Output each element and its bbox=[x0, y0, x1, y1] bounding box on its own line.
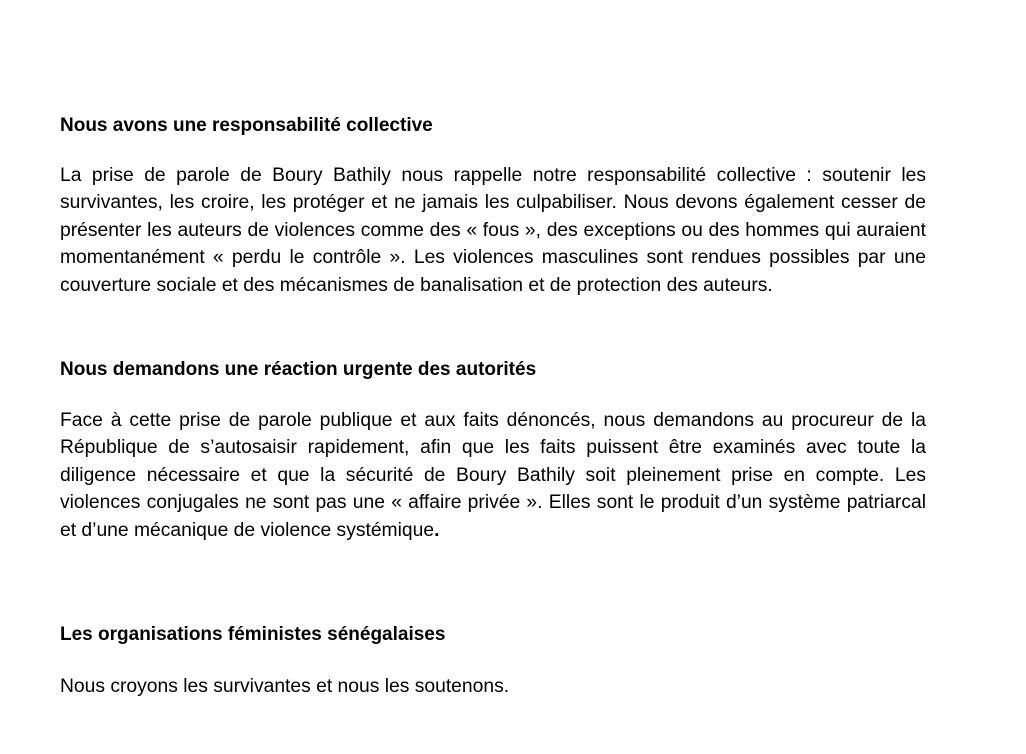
section-paragraph-authorities bbox=[60, 407, 926, 544]
section-heading-responsibility: Nous avons une responsabilité collective bbox=[60, 115, 433, 136]
section-paragraph-organisations: Nous croyons les survivantes et nous les soutenons. bbox=[60, 676, 510, 697]
section-heading-organisations: Les organisations féministes sénégalaises bbox=[60, 624, 446, 645]
paragraph-final-period: . bbox=[434, 519, 440, 541]
section-heading-authorities: Nous demandons une réaction urgente des autorités bbox=[60, 359, 537, 380]
section-paragraph-responsibility: La prise de parole de Boury Bathily nous rappelle notre responsabilité collective : soutenir les survivantes, les croire, les protéger et ne jamais les culpabiliser. Nous devons également cesser de présenter les auteurs de violences comme des « fous », des exceptions ou des hommes qui auraient momentanément « perdu le contrôle ». Les violences masculines sont rendues possibles par une couverture sociale et des mécanismes de banalisation et de protection des auteurs. bbox=[60, 165, 926, 296]
paragraph-text: Face à cette prise de parole publique et aux faits dénoncés, nous demandons au procureur de la République de s’autosaisir rapidement, afin que les faits puissent être examinés avec toute la diligence nécessaire et que la sécurité de Boury Bathily soit pleinement prise en compte. Les violences conjugales ne sont pas une « affaire privée ». Elles sont le produit d’un système patriarcal et d’une mécanique de violence systémique bbox=[60, 410, 926, 541]
